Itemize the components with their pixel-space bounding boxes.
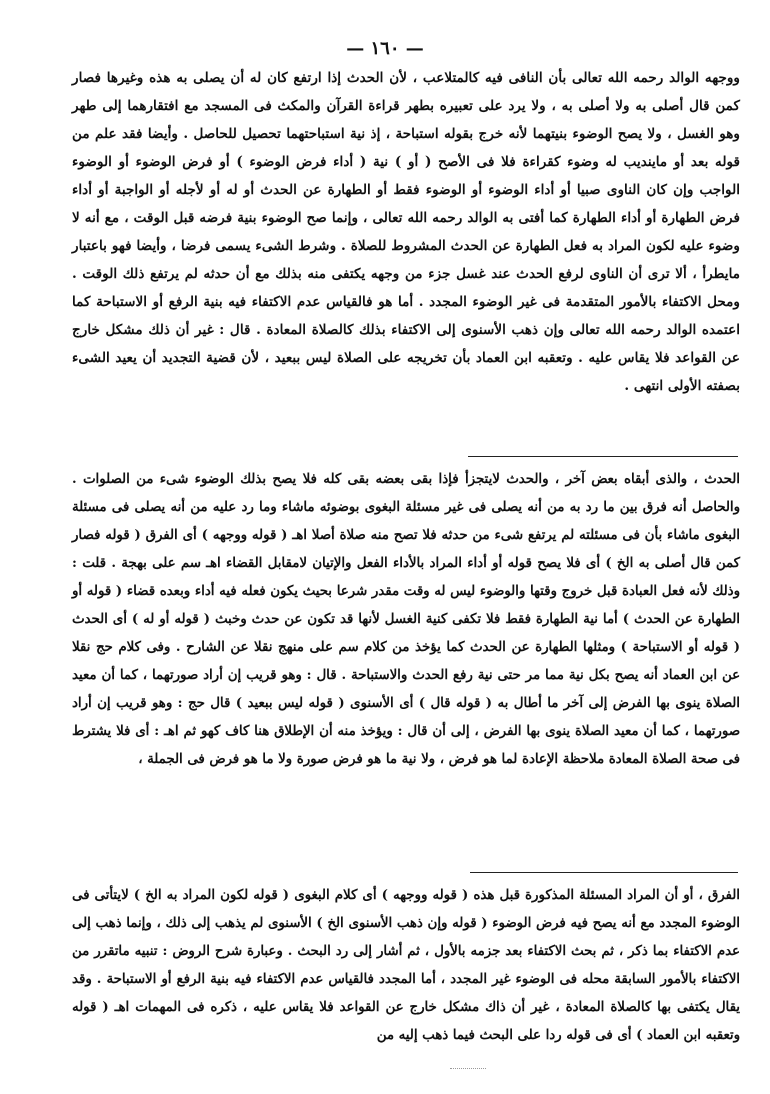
print-smudge — [450, 1068, 486, 1069]
footnote-paragraph-2: الفرق ، أو أن المراد المسئلة المذكورة قبل هذه ( قوله ووجهه ) أى كلام البغوى ( قوله لكون المراد به الخ ) لايتأتى فى الوضوء المجدد مع أنه يصح فيه فرض الوضوء ( قوله وإن ذهب الأسنوى الخ ) الأسنوى لم يذهب إلى ذلك ، وإنما ذهب إلى عدم الاكتفاء بما ذكر ، ثم بحث الاكتفاء بعد جزمه بالأول ، ثم أشار إلى رد البحث . وعبارة شرح الروض : تنبيه ماتقرر من الاكتفاء بالأمور السابقة محله فى الوضوء غير المجدد ، أما المجدد فالقياس عدم الاكتفاء فيه بنية الرفع أو الاستباحة . وقد يقال يكتفى بها كالصلاة المعادة ، غير أن ذاك مشكل خارج عن القواعد فلا يقاس عليه ، ذكره فى المهمات اهـ ( قوله وتعقبه ابن العماد ) أى فى قوله ردا على البحث فيما ذهب إليه من — [72, 888, 740, 1043]
main-text-block — [72, 64, 740, 400]
footnote-paragraph-1: الحدث ، والذى أبقاه بعض آخر ، والحدث لايتجزأ فإذا بقى بعضه بقى كله فلا يصح بذلك الوضوء شىء من الصلوات . والحاصل أنه فرق بين ما رد به من أنه يصلى فى غير مسئلة البغوى بوضوئه ماشاء وما رد عليه من أنه يصلى فى مسئلة البغوى ماشاء بأن فى مسئلته لم يرتفع شىء من حدثه فلا تصح منه صلاة أصلا اهـ ( قوله ووجهه ) أى الفرق ( قوله فصار كمن قال أصلى به الخ ) أى فلا يصح قوله أو أداء المراد بالأداء الفعل والإتيان لامقابل القضاء اهـ سم على بهجة . قلت : وذلك لأنه فعل العبادة قبل خروج وقتها والوضوء ليس له وقت مقدر شرعا بحيث يكون فعله فيه أداء وبعده قضاء ( قوله أو الطهارة عن الحدث ) أما نية الطهارة فقط فلا تكفى كنية الغسل لأنها قد تكون عن حدث وخبث ( قوله أو له ) أى الحدث ( قوله أو الاستباحة ) ومثلها الطهارة عن الحدث كما يؤخذ من كلام سم على منهج نقلا عن الشارح . وفى كلام حج نقلا عن ابن العماد أنه يصح بكل نية مما مر حتى نية رفع الحدث والاستباحة . قال : وهو قريب إن أراد صورتهما ، كما أن معيد الصلاة ينوى بها الفرض إلى آخر ما أطال به ( قوله قال ) أى الأسنوى ( قوله ليس ببعيد ) قال حج : وهو قريب إن أراد صورتهما ، كما أن معيد الصلاة ينوى بها الفرض ، إلى أن قال : ويؤخذ منه أن الإطلاق هنا كاف كهو ثم اهـ : أى فلا يشترط فى صحة الصلاة المعادة ملاحظة الإعادة لما هو فرض ، ولا نية ما هو فرض صورة ولا ما هو فرض فى الجملة ، — [72, 472, 740, 767]
page-number: — ١٦٠ — — [346, 38, 424, 59]
footnote-block-1 — [72, 466, 740, 774]
footnote-divider-1 — [468, 456, 738, 457]
footnote-divider-2 — [470, 872, 738, 873]
main-paragraph: ووجهه الوالد رحمه الله تعالى بأن النافى فيه كالمتلاعب ، لأن الحدث إذا ارتفع كان له أن يصلى به هذه وغيرها فصار كمن قال أصلى به ولا أصلى به ، ولا يرد على تعبيره بطهر قراءة القرآن والمكث فى المسجد مع افتقارهما إلى طهر وهو الغسل ، ولا يصح الوضوء بنيتهما لأنه خرج بقوله استباحة ، إذ نية استباحتهما تحصيل للحاصل . وأيضا فقد علم من قوله بعد أو ماينديب له وضوء كقراءة فلا فى الأصح ( أو ) نية ( أداء فرض الوضوء ) أو فرض الوضوء أو الوضوء الواجب وإن كان الناوى صبيا أو أداء الوضوء أو الوضوء فقط أو الطهارة عن الحدث أو له أو لأجله أو الواجبة أو أداء فرض الطهارة أو أداء الطهارة كما أفتى به الوالد رحمه الله تعالى ، وإنما صح الوضوء بنية فرضه قبل الوقت ، مع أنه لا وضوء عليه لكون المراد به فعل الطهارة عن الحدث المشروط للصلاة . وشرط الشىء يسمى فرضا ، وأيضا فهو باعتبار مايطرأ ، ألا ترى أن الناوى لرفع الحدث عند غسل جزء من وجهه يكتفى منه بذلك مع أن حدثه لم يرتفع ذلك الوقت . ومحل الاكتفاء بالأمور المتقدمة فى غير الوضوء المجدد . أما هو فالقياس عدم الاكتفاء فيه بنية الرفع أو الاستباحة كما اعتمده الوالد رحمه الله تعالى وإن ذهب الأسنوى إلى الاكتفاء بذلك كالصلاة المعادة . قال : غير أن ذلك مشكل خارج عن القواعد فلا يقاس عليه . وتعقبه ابن العماد بأن تخريجه على الصلاة ليس ببعيد ، لأن قضية التجديد أن يعيد الشىء بصفته الأولى انتهى . — [72, 70, 740, 394]
footnote-block-2 — [72, 882, 740, 1050]
